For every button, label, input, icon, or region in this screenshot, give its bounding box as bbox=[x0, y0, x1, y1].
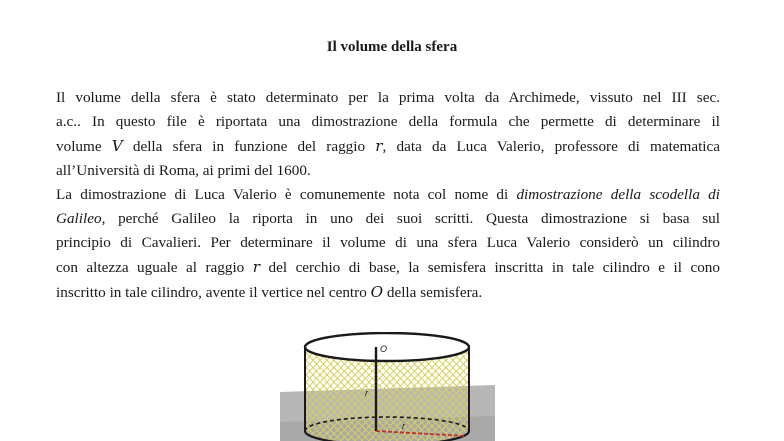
italic-text: dimostrazione della scodella di bbox=[516, 185, 720, 203]
text-segment: all’Università di Roma, ai primi del 1600. bbox=[56, 161, 311, 179]
document-title: Il volume della sfera bbox=[326, 39, 458, 55]
math-symbol: O bbox=[370, 282, 384, 301]
text-line bbox=[56, 86, 720, 110]
text-segment: Il volume della sfera è stato determinato per la prima volta da Archimede, vissuto nel III sec. bbox=[56, 89, 720, 106]
text-line bbox=[56, 134, 720, 158]
cylinder-diagram bbox=[280, 332, 495, 441]
text-segment: inscritto in tale cilindro, avente il vertice nel centro bbox=[56, 283, 371, 301]
math-symbol: r bbox=[252, 258, 261, 277]
math-symbol: V bbox=[111, 137, 123, 156]
text-line bbox=[56, 110, 720, 134]
document-body bbox=[56, 86, 720, 304]
text-segment: con altezza uguale al raggio bbox=[56, 259, 253, 277]
label-radius-r: r bbox=[402, 421, 405, 431]
text-segment: della sfera in funzione del raggio bbox=[122, 138, 376, 156]
cylinder-figure bbox=[280, 332, 495, 441]
text-segment: della semisfera. bbox=[383, 283, 483, 301]
text-segment: del cerchio di base, la semisfera inscritta in tale cilindro e il cono bbox=[260, 259, 720, 277]
text-segment: volume bbox=[56, 138, 112, 156]
text-line bbox=[56, 231, 720, 255]
text-line bbox=[56, 183, 720, 207]
text-segment: principio di Cavalieri. Per determinare il volume di una sfera Luca Valerio considerò un cilindro bbox=[56, 234, 720, 252]
text-segment: a.c.. In questo file è riportata una dimostrazione della formula che permette di determinare il bbox=[56, 113, 720, 131]
label-height-r: r bbox=[365, 388, 368, 398]
text-line bbox=[56, 207, 720, 231]
text-line bbox=[56, 280, 720, 304]
label-vertex-o: O bbox=[380, 344, 388, 354]
text-segment: La dimostrazione di Luca Valerio è comunemente nota col nome di bbox=[56, 185, 517, 203]
text-segment: , data da Luca Valerio, professore di matematica bbox=[382, 138, 720, 156]
text-segment: , perché Galileo la riporta in uno dei suoi scritti. Questa dimostrazione si basa sul bbox=[101, 209, 720, 227]
text-line bbox=[56, 255, 720, 279]
italic-text: Galileo bbox=[56, 209, 102, 227]
math-symbol: r bbox=[375, 137, 383, 156]
text-line bbox=[56, 159, 720, 183]
